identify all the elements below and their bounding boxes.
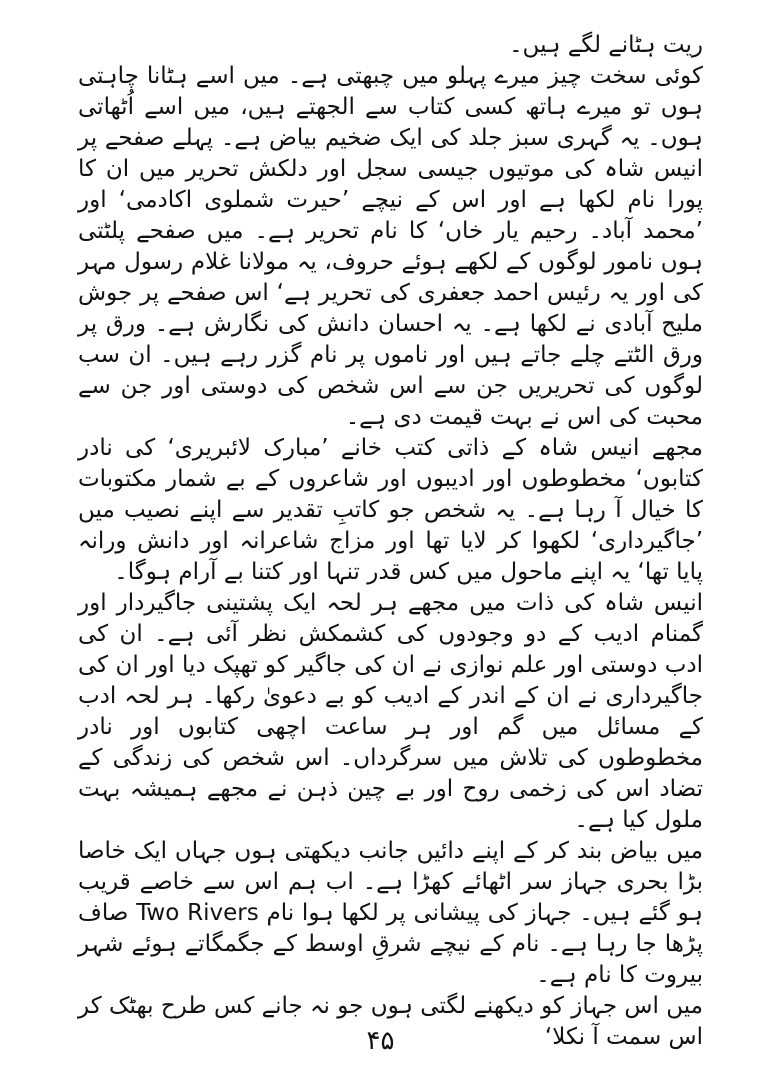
paragraph-4: انیس شاہ کی ذات میں مجھے ہر لحہ ایک پشتینی جاگیردار اور گمنام ادیب کے دو وجودوں کی کشمکش نظر آئی ہے۔ ان کی ادب دوستی اور علم نوازی نے ان کی جاگیر کو تھپک دیا اور ان کی جاگیرداری نے ان کے اندر کے ادیب کو بے دعویٰ رکھا۔ ہر لحہ ادب کے مسائل میں گم اور ہر ساعت اچھی کتابوں اور نادر مخطوطوں کی تلاش میں سرگرداں۔ اس شخص کی زندگی کے تضاد اس کی زخمی روح اور بے چین ذہن نے مجھے ہمیشہ بہت ملول کیا ہے۔ bbox=[78, 590, 703, 833]
paragraph-3: مجھے انیس شاہ کے ذاتی کتب خانے ’مبارک لائبریری‘ کی نادر کتابوں‘ مخطوطوں اور ادیبوں اور شاعروں کے بے شمار مکتوبات کا خیال آ رہا ہے۔ یہ شخص جو کاتبِ تقدیر سے اپنے نصیب میں ’جاگیرداری‘ لکھوا کر لایا تھا اور مزاج شاعرانہ اور دانش ورانہ پایا تھا‘ یہ اپنے ماحول میں کس قدر تنہا اور کتنا بے آرام ہوگا۔ bbox=[78, 435, 703, 585]
paragraph-5: میں بیاض بند کر کے اپنے دائیں جانب دیکھتی ہوں جہاں ایک خاصا بڑا بحری جہاز سر اٹھائے کھڑا ہے۔ اب ہم اس سے خاصے قریب ہو گئے ہیں۔ جہاز کی پیشانی پر لکھا ہوا نام Two Rivers صاف پڑھا جا رہا ہے۔ نام کے نیچے شرقِ اوسط کے جگمگاتے ہوئے شہر بیروت کا نام ہے۔ bbox=[78, 838, 703, 988]
page-number: ۴۵ bbox=[366, 1026, 395, 1056]
paragraph-1: ریت ہٹانے لگے ہیں۔ bbox=[509, 32, 703, 58]
paragraph-2: کوئی سخت چیز میرے پہلو میں چبھتی ہے۔ میں اسے ہٹانا چاہتی ہوں تو میرے ہاتھ کسی کتاب سے الجھتے ہیں، میں اسے اُٹھاتی ہوں۔ یہ گہری سبز جلد کی ایک ضخیم بیاض ہے۔ پہلے صفحے پر انیس شاہ کی موتیوں جیسی سجل اور دلکش تحریر میں ان کا پورا نام لکھا ہے اور اس کے نیچے ’حیرت شملوی اکادمی‘ اور ’محمد آباد۔ رحیم یار خاں‘ کا نام تحریر ہے۔ میں صفحے پلٹتی ہوں نامور لوگوں کے لکھے ہوئے حروف، یہ مولانا غلام رسول مہر کی اور یہ رئیس احمد جعفری کی تحریر ہے‘ اس صفحے پر جوش ملیح آبادی نے لکھا ہے۔ یہ احسان دانش کی نگارش ہے۔ ورق پر ورق الٹتے چلے جاتے ہیں اور ناموں پر نام گزر رہے ہیں۔ ان سب لوگوں کی تحریریں جن سے اس شخص کی دوستی اور جن سے محبت کی اس نے بہت قیمت دی ہے۔ bbox=[78, 63, 703, 430]
body-text bbox=[78, 30, 703, 1053]
paragraph-6: میں اس جہاز کو دیکھنے لگتی ہوں جو نہ جانے کس طرح بھٹک کر اس سمت آ نکلا‘ bbox=[78, 993, 703, 1050]
